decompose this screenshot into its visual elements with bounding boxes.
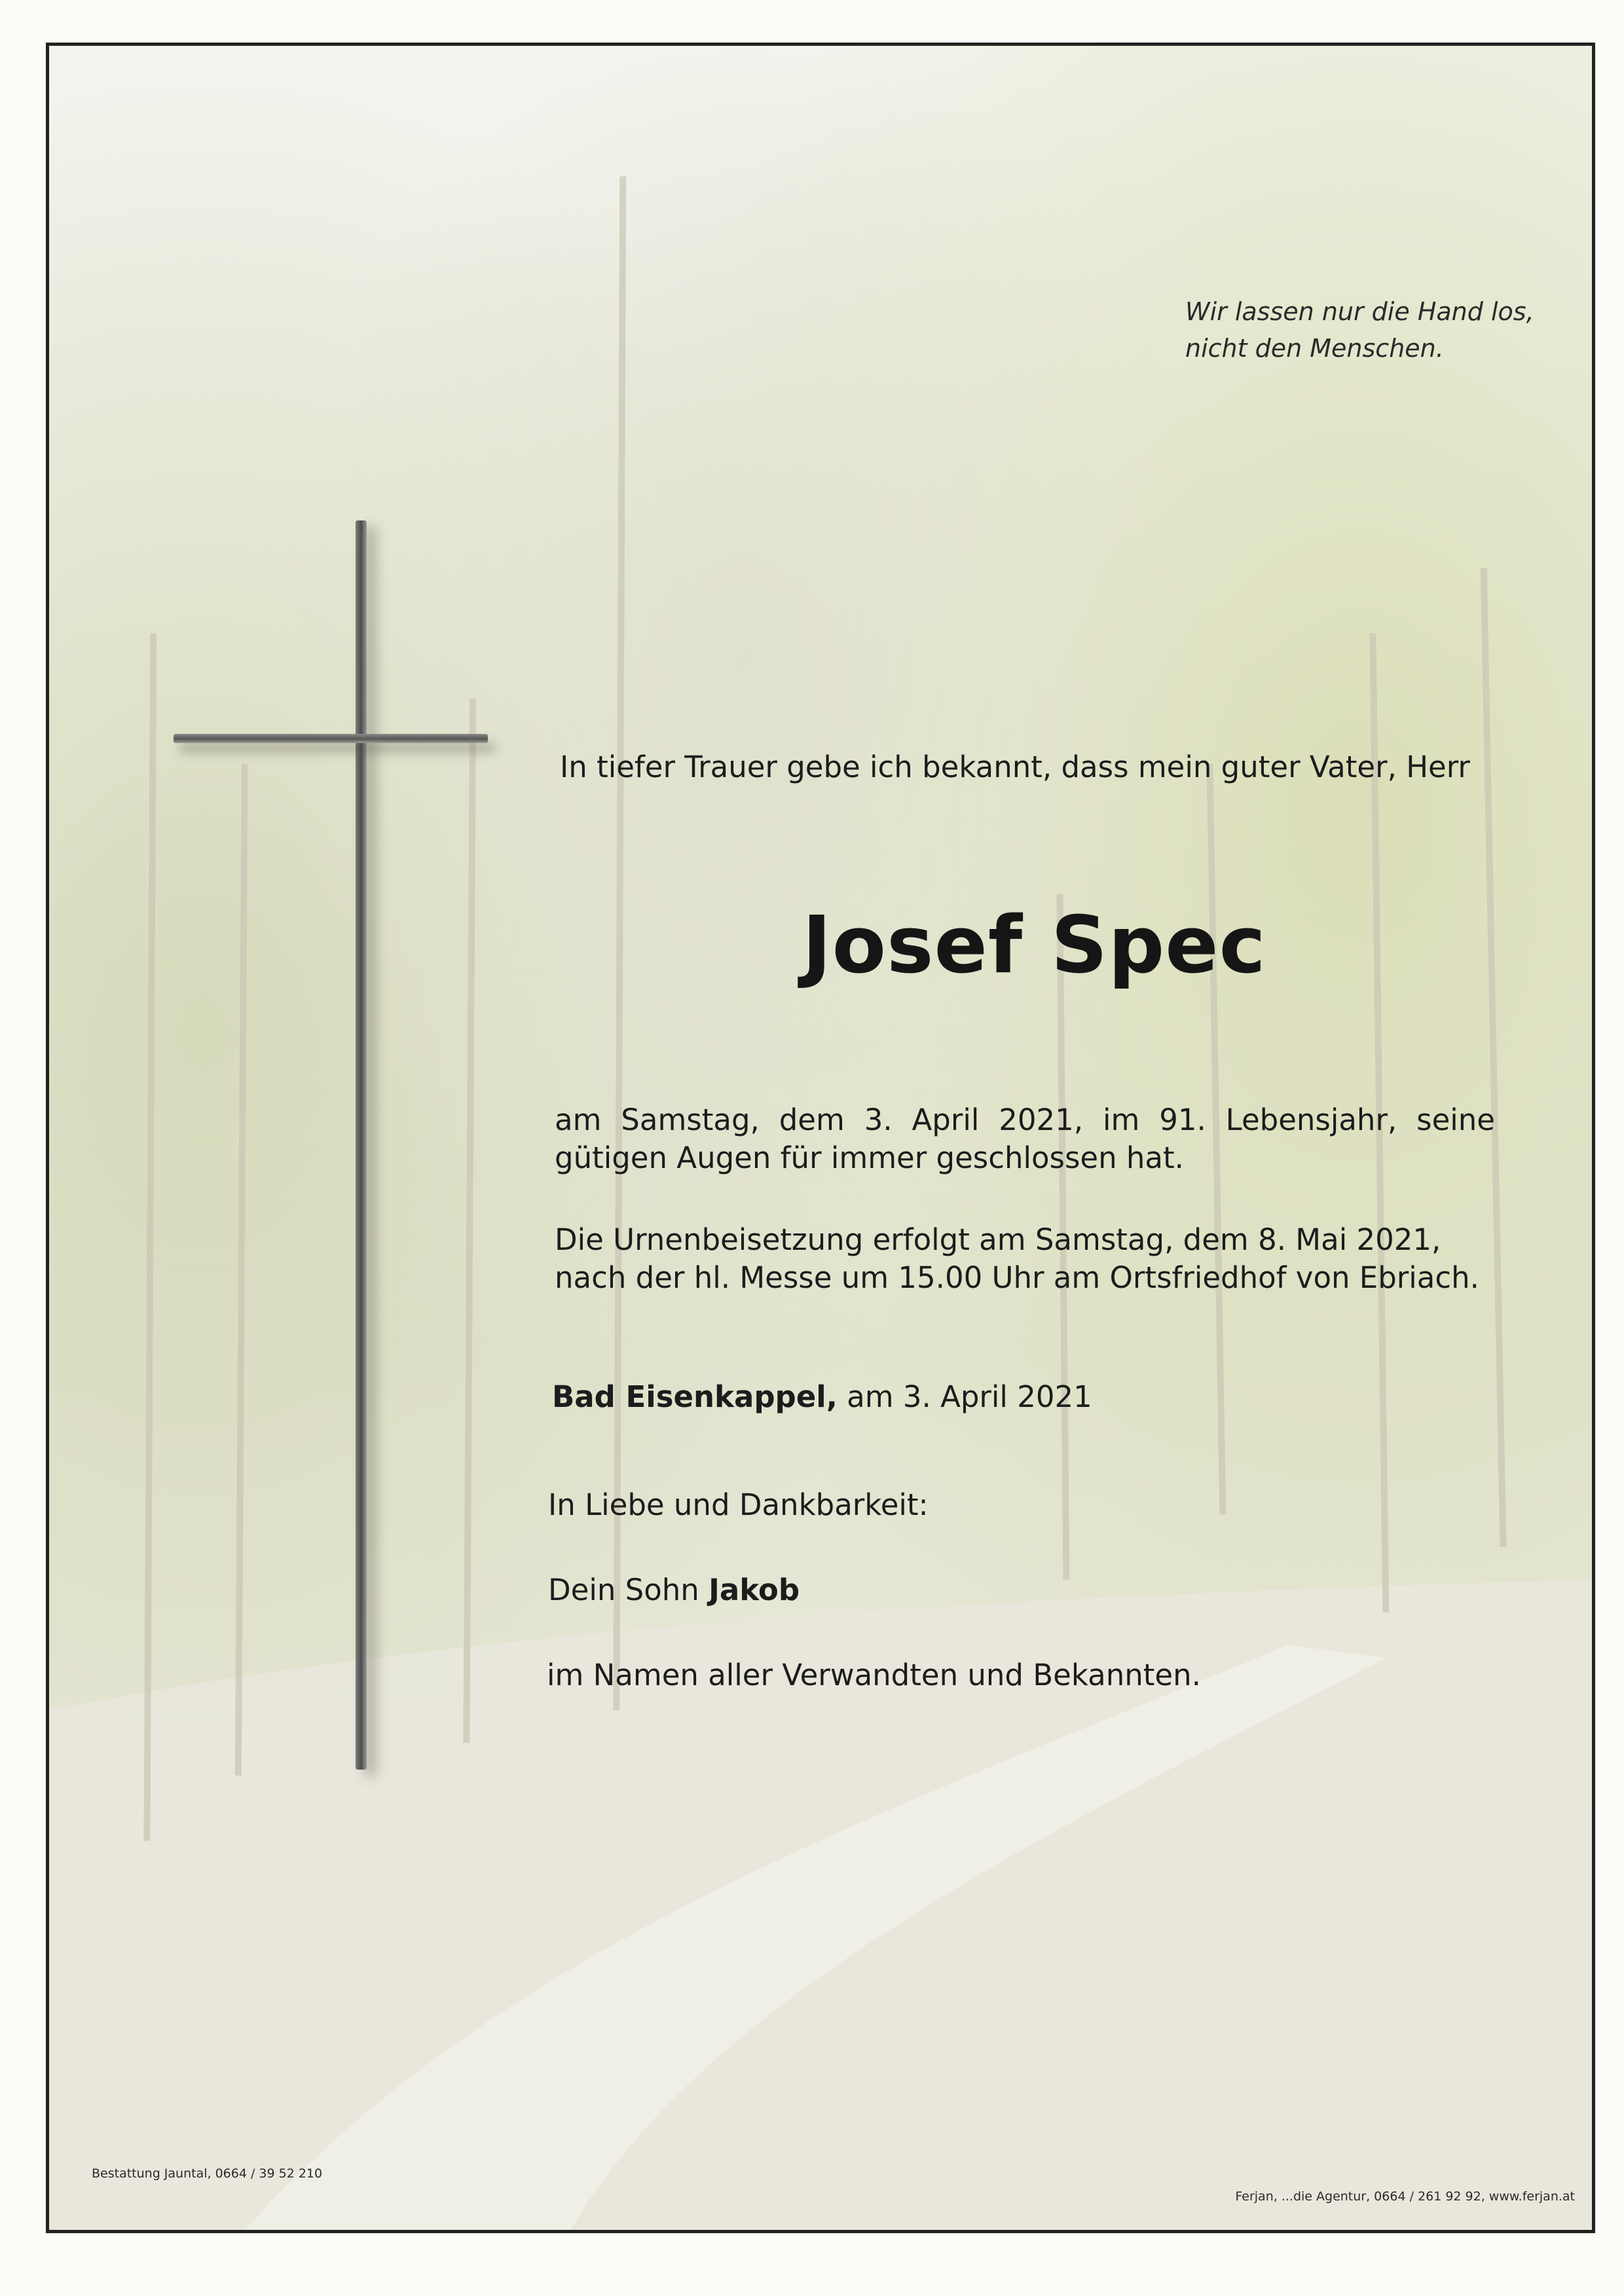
relatives-line: im Namen aller Verwandten und Bekannten. xyxy=(547,1658,1201,1692)
notice-date: am 3. April 2021 xyxy=(837,1379,1092,1414)
death-notice-paragraph: am Samstag, dem 3. April 2021, im 91. Lebensjahr, seine gütigen Augen für immer geschlossen hat. xyxy=(555,1102,1495,1175)
deceased-name: Josef Spec xyxy=(802,900,1266,991)
quote-line-2: nicht den Menschen. xyxy=(1185,334,1444,363)
signature-line xyxy=(548,1571,1334,1609)
cross-horizontal-beam xyxy=(174,734,488,743)
place-name: Bad Eisenkappel, xyxy=(552,1379,838,1414)
intro-text: In tiefer Trauer gebe ich bekannt, dass mein guter Vater, Herr xyxy=(560,750,1470,784)
footer-agency: Ferjan, ...die Agentur, 0664 / 261 92 92, www.ferjan.at xyxy=(1235,2189,1575,2204)
cross-vertical-beam xyxy=(356,520,367,1770)
place-and-date xyxy=(552,1378,1338,1416)
closing-line: In Liebe und Dankbarkeit: xyxy=(548,1487,929,1522)
obituary-frame xyxy=(46,43,1595,2233)
quote xyxy=(1185,293,1552,367)
quote-line-1: Wir lassen nur die Hand los, xyxy=(1185,297,1534,326)
signature-name: Jakob xyxy=(709,1573,800,1607)
signature-prefix: Dein Sohn xyxy=(548,1573,709,1607)
footer-funeral-home: Bestattung Jauntal, 0664 / 39 52 210 xyxy=(92,2166,323,2181)
funeral-paragraph: Die Urnenbeisetzung erfolgt am Samstag, dem 8. Mai 2021, nach der hl. Messe um 15.00 Uhr am Ortsfriedhof von Ebriach. xyxy=(555,1222,1479,1295)
